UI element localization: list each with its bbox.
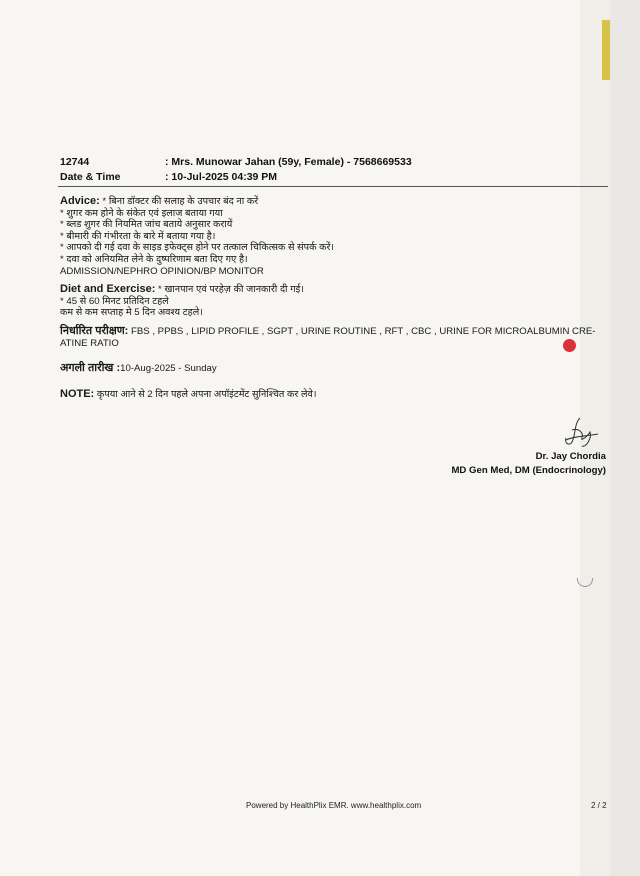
- advice-line-2: * शुगर कम होने के संकेत एवं इलाज बताया गया: [60, 207, 223, 219]
- tests-line-2: ATINE RATIO: [60, 337, 119, 349]
- advice-line-4: * बीमारी की गंभीरता के बारे में बताया गया है।: [60, 230, 216, 242]
- advice-line-3: * ब्लड शुगर की नियमित जांच बताये अनुसार करायें: [60, 219, 233, 231]
- page-number: 2 / 2: [591, 801, 607, 810]
- date-time-label: Date & Time: [60, 171, 121, 183]
- diet-line-3: कम से कम सप्ताह मे 5 दिन अवश्य टहले।: [60, 307, 203, 319]
- diet-label: Diet and Exercise:: [60, 283, 156, 296]
- note-text: कृपया आने से 2 दिन पहले अपना अपॉइंटमेंट सुनिश्चित कर लेवे।: [96, 388, 317, 400]
- header-divider: [58, 186, 608, 187]
- advice-line-6: * दवा को अनियमित लेने के दुष्परिणाम बता दिए गए है।: [60, 253, 248, 265]
- date-time-value: : 10-Jul-2025 04:39 PM: [165, 171, 278, 183]
- prescription-body: [60, 196, 610, 400]
- signature-image: [560, 416, 600, 450]
- advice-label: Advice:: [60, 195, 100, 207]
- tests-label: निर्धारित परीक्षण:: [60, 324, 129, 337]
- note-label: NOTE:: [60, 387, 95, 400]
- next-date-label: अगली तारीख :: [60, 362, 121, 375]
- tests-line-1: निर्धारित परीक्षण: FBS , PPBS , LIPID PROFILE , SGPT , URINE ROUTINE , RFT , CBC , URINE FOR MICROALBUMIN CRE-: [60, 324, 596, 337]
- doctor-signature-block: [451, 450, 606, 478]
- advice-line-1: Advice: * बिना डॉक्टर की सलाह के उपचार बंद ना करें: [60, 195, 259, 207]
- diet-line-1: Diet and Exercise: * खानपान एवं परहेज़ की जानकारी दी गई।: [60, 283, 304, 296]
- advice-line-5: * आपको दी गई दवा के साइड इफेक्ट्स होने पर तत्काल चिकित्सक से संपर्क करें।: [60, 242, 335, 254]
- diet-line-2: * 45 से 60 मिनट प्रतिदिन टहले: [60, 295, 169, 307]
- note-line: [60, 389, 610, 401]
- next-date-line: [60, 363, 610, 375]
- doctor-name: Dr. Jay Chordia: [535, 451, 606, 462]
- patient-id: 12744: [60, 156, 90, 168]
- footer-powered-by: Powered by HealthPlix EMR. www.healthplix.com: [246, 801, 422, 810]
- advice-line-7: ADMISSION/NEPHRO OPINION/BP MONITOR: [60, 265, 264, 277]
- yellow-tab: [602, 20, 610, 80]
- doctor-qualification: MD Gen Med, DM (Endocrinology): [451, 465, 606, 476]
- patient-info: : Mrs. Munowar Jahan (59y, Female) - 7568669533: [165, 156, 412, 168]
- patient-header: [60, 156, 412, 186]
- next-date-value: 10-Aug-2025 - Sunday: [120, 363, 217, 375]
